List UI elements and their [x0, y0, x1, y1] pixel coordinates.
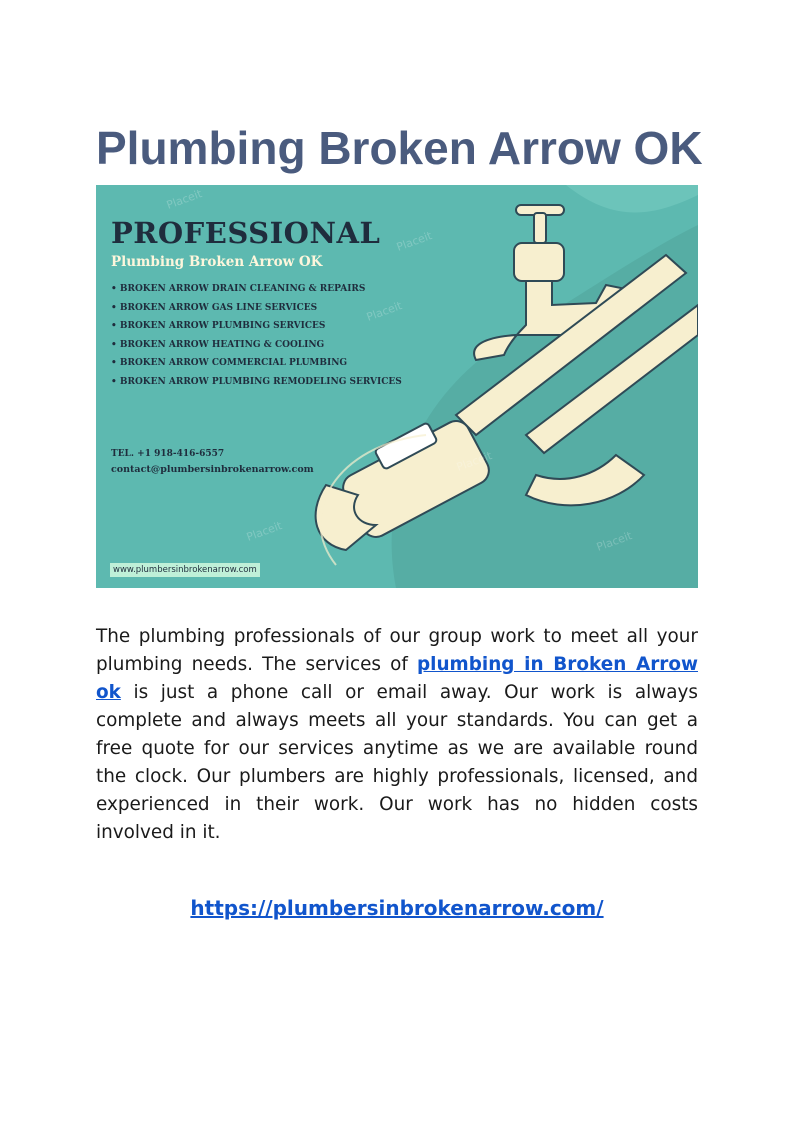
- promo-banner-image: [96, 185, 698, 588]
- watermark: Placeit: [364, 299, 404, 324]
- list-item: • BROKEN ARROW PLUMBING SERVICES: [111, 321, 326, 332]
- banner-email: contact@plumbersinbrokenarrow.com: [111, 464, 314, 475]
- body-text-start: The plumbing professionals of our group work to meet all your plumbing needs. The services of: [96, 626, 698, 675]
- body-paragraph: [96, 623, 698, 847]
- banner-subhead: Plumbing Broken Arrow OK: [111, 254, 323, 270]
- banner-phone: TEL. +1 918-416-6557: [111, 449, 225, 459]
- list-item: • BROKEN ARROW HEATING & COOLING: [111, 339, 325, 350]
- watermark: Placeit: [394, 229, 434, 254]
- watermark: Placeit: [454, 449, 494, 474]
- banner-services-list: [111, 280, 402, 392]
- watermark: Placeit: [594, 529, 634, 554]
- list-item: • BROKEN ARROW PLUMBING REMODELING SERVICES: [111, 376, 402, 387]
- banner-website: www.plumbersinbrokenarrow.com: [110, 563, 260, 577]
- list-item: • BROKEN ARROW DRAIN CLEANING & REPAIRS: [111, 284, 366, 294]
- list-item: • BROKEN ARROW GAS LINE SERVICES: [111, 302, 318, 313]
- plumbing-broken-arrow-link[interactable]: plumbing in Broken Arrow ok: [96, 654, 698, 703]
- page-title: Plumbing Broken Arrow OK: [96, 122, 703, 174]
- watermark: Placeit: [244, 519, 284, 544]
- body-text-end: is just a phone call or email away. Our work is always complete and always meets all your standards. You can get a free quote for our services anytime as we are available round the clock. Our plumbers are highly professionals, licensed, and experienced in their work. Our work has no hidden costs involved in it.: [96, 682, 698, 843]
- website-link[interactable]: https://plumbersinbrokenarrow.com/: [190, 896, 604, 920]
- watermark: Placeit: [164, 187, 204, 212]
- list-item: • BROKEN ARROW COMMERCIAL PLUMBING: [111, 358, 348, 369]
- banner-headline: PROFESSIONAL: [111, 216, 381, 250]
